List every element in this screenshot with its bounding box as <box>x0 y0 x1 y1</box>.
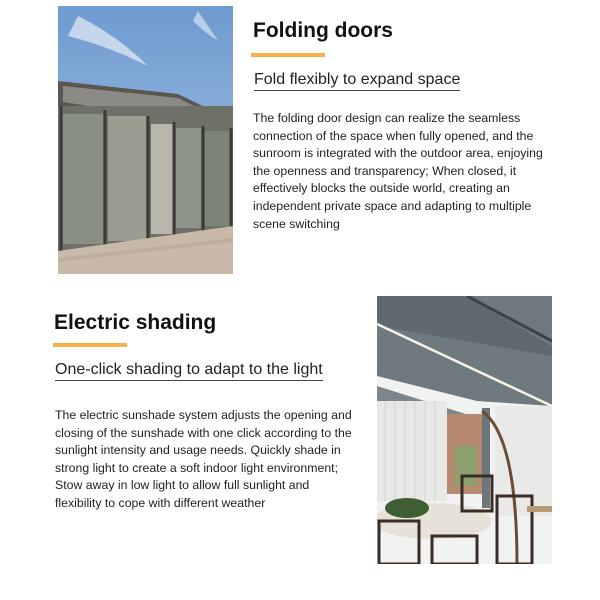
electric-shading-photo <box>377 296 552 564</box>
section-subtitle-electric-shading: One-click shading to adapt to the light <box>55 361 323 381</box>
accent-bar <box>53 343 127 347</box>
section-body-folding-doors: The folding door design can realize the seamless connection of the space when fully opened, and the sunroom is integrated with the outdoor area, enjoying the openness and transparency; When closed, it effectively blocks the outside world, creating an independent private space and adapting to multiple scene switching <box>253 111 543 231</box>
section-title-electric-shading: Electric shading <box>54 311 217 334</box>
section-title-folding-doors: Folding doors <box>253 19 393 42</box>
section-subtitle-folding-doors: Fold flexibly to expand space <box>254 71 460 91</box>
folding-doors-photo <box>58 6 233 274</box>
section-body-electric-shading: The electric sunshade system adjusts the opening and closing of the sunshade with one click according to the sunlight intensity and usage needs. Quickly shade in strong light to create a soft indoor light environment; Stow away in low light to allow full sunlight and flexibility to cope with different weather <box>55 408 352 510</box>
accent-bar <box>251 53 325 57</box>
